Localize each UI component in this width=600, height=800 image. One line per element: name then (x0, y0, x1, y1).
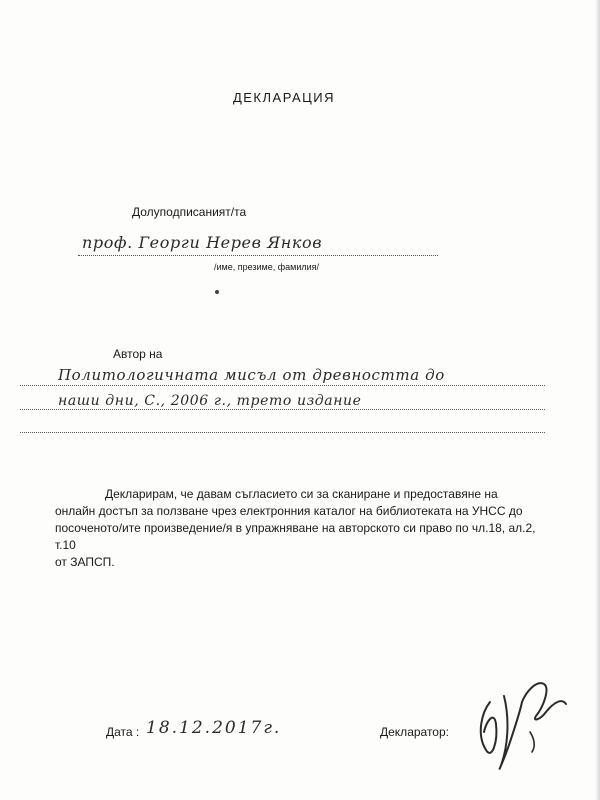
work-dotted-line-2 (20, 408, 545, 410)
name-caption: /име, презиме, фамилия/ (214, 262, 320, 272)
scan-edge-shadow (595, 0, 600, 800)
declaration-line-1: Декларирам, че давам съгласието си за сканиране и предоставяне на (105, 487, 498, 501)
work-title-line-1: Политологичната мисъл от древността до (58, 366, 445, 384)
declaration-line-4: от ЗАПСП. (55, 555, 115, 569)
declarant-label: Декларатор: (380, 725, 449, 739)
name-dotted-line (78, 254, 438, 256)
signature-image (470, 672, 580, 782)
declaration-text (55, 486, 555, 571)
declaration-line-2: онлайн достъп за ползване чрез електронния каталог на библиотеката на УНСС до (55, 504, 523, 518)
declaration-line-3: посоченото/ите произведение/я в упражняване на авторското си право по чл.18, ал.2, т.10 (55, 521, 536, 552)
work-dotted-line-3 (20, 431, 545, 433)
date-label: Дата : (106, 725, 140, 739)
work-title-line-2: наши дни, С., 2006 г., трето издание (58, 393, 362, 409)
author-of-label: Автор на (113, 347, 163, 361)
undersigned-label: Долуподписаният/та (132, 205, 247, 219)
ink-speck (215, 290, 219, 294)
document-title: ДЕКЛАРАЦИЯ (232, 90, 336, 105)
date-value-handwritten: 18.12.2017г. (146, 718, 282, 738)
author-name-handwritten: проф. Георги Нерев Янков (82, 233, 323, 252)
work-dotted-line-1 (20, 384, 545, 386)
